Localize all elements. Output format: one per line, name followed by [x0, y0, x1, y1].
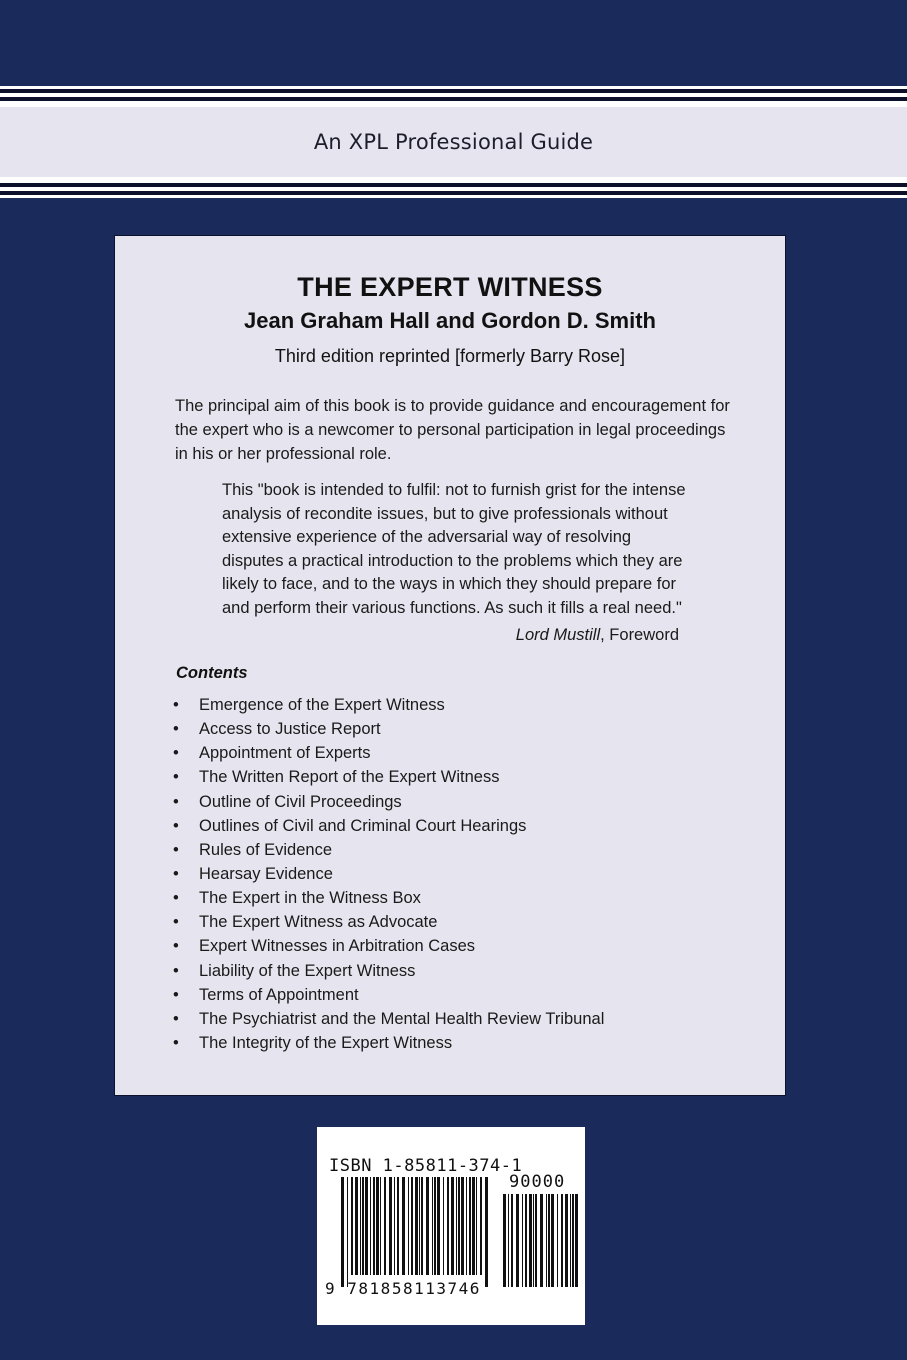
- bullet-icon: •: [173, 792, 179, 811]
- ean-digits: [325, 1279, 481, 1298]
- contents-item: Hearsay Evidence: [199, 864, 333, 883]
- contents-item: The Integrity of the Expert Witness: [199, 1033, 453, 1052]
- barcode-bar: [362, 1177, 364, 1275]
- barcode-bar: [469, 1177, 471, 1275]
- barcode-bar: [419, 1177, 420, 1275]
- ean-digit-group: 781858: [347, 1279, 415, 1298]
- list-item: [173, 886, 604, 910]
- contents-item: Outline of Civil Proceedings: [199, 792, 402, 811]
- bullet-icon: •: [173, 961, 179, 980]
- barcode-bar: [516, 1194, 519, 1287]
- description-panel: [114, 235, 786, 1096]
- bullet-icon: •: [173, 816, 179, 835]
- barcode-bar: [565, 1194, 568, 1287]
- contents-item: Access to Justice Report: [199, 720, 381, 739]
- barcode-bar: [570, 1194, 571, 1287]
- barcode-bar: [480, 1177, 482, 1275]
- list-item: [173, 910, 604, 934]
- book-authors: Jean Graham Hall and Gordon D. Smith: [244, 308, 656, 333]
- barcode-bar: [434, 1177, 436, 1275]
- contents-item: Terms of Appointment: [199, 985, 359, 1004]
- contents-list: [173, 693, 604, 1055]
- barcode-bar: [426, 1177, 429, 1275]
- quote-attribution: [516, 626, 679, 645]
- bullet-icon: •: [173, 1009, 179, 1028]
- barcode-bar: [389, 1177, 392, 1275]
- barcode-bar: [522, 1194, 523, 1287]
- barcode-bar: [380, 1177, 381, 1275]
- ean-digit-group: 113746: [414, 1279, 481, 1298]
- list-item: [173, 814, 604, 838]
- barcode-bar: [341, 1177, 344, 1287]
- list-item: [173, 717, 604, 741]
- isbn-number: ISBN 1-85811-374-1: [329, 1156, 523, 1176]
- bullet-icon: •: [173, 768, 179, 787]
- series-banner: [0, 107, 907, 177]
- intro-paragraph: The principal aim of this book is to provide guidance and encouragement for the expert who is a newcomer to personal participation in legal proceedings in his or her professional role.: [175, 397, 730, 463]
- barcode-bar: [461, 1177, 464, 1275]
- barcode-bar: [443, 1177, 444, 1275]
- quote-author: Lord Mustill: [515, 626, 601, 644]
- contents-item: Emergence of the Expert Witness: [199, 696, 445, 714]
- barcode-bar: [415, 1177, 418, 1275]
- list-item: [173, 693, 604, 717]
- barcode-bar: [533, 1194, 534, 1287]
- barcode-bar: [472, 1177, 475, 1275]
- list-item: [173, 1007, 604, 1031]
- barcode-bar: [508, 1194, 509, 1287]
- barcode-bar: [551, 1194, 554, 1287]
- list-item: [173, 959, 604, 983]
- book-edition: Third edition reprinted [formerly Barry Rose]: [274, 346, 626, 366]
- barcode-bar: [402, 1177, 405, 1275]
- list-item: [173, 790, 604, 814]
- barcode-bar: [373, 1177, 375, 1275]
- barcode-bar: [458, 1177, 460, 1275]
- barcode-bar: [456, 1177, 457, 1275]
- barcode-bar: [451, 1177, 454, 1275]
- quote-source: , Foreword: [600, 626, 679, 644]
- barcode-bar: [347, 1177, 348, 1287]
- bullet-icon: •: [173, 913, 179, 932]
- bullet-icon: •: [173, 744, 179, 763]
- ean-digit-group: 9: [325, 1279, 337, 1298]
- contents-heading: Contents: [176, 664, 248, 682]
- addon-bars: [503, 1194, 578, 1287]
- barcode-bar: [411, 1177, 413, 1275]
- contents-item: The Expert Witness as Advocate: [199, 913, 438, 932]
- bullet-icon: •: [173, 696, 179, 714]
- barcode-bar: [525, 1194, 527, 1287]
- list-item: [173, 741, 604, 765]
- list-item: [173, 765, 604, 789]
- bullet-icon: •: [173, 1033, 179, 1052]
- barcode-bar: [557, 1194, 558, 1287]
- barcode-bar: [466, 1177, 467, 1275]
- barcode-bar: [575, 1194, 578, 1287]
- bullet-icon: •: [173, 864, 179, 883]
- contents-item: The Written Report of the Expert Witness: [199, 768, 500, 787]
- barcode-bar: [384, 1177, 386, 1275]
- list-item: [173, 934, 604, 958]
- bullet-icon: •: [173, 720, 179, 739]
- bullet-icon: •: [173, 889, 179, 908]
- barcode-bar: [421, 1177, 423, 1275]
- barcode-bar: [370, 1177, 371, 1275]
- ean-bars: [341, 1177, 488, 1287]
- barcode-bar: [511, 1194, 513, 1287]
- list-item: [173, 1031, 604, 1055]
- list-item: [173, 862, 604, 886]
- barcode-bar: [572, 1194, 574, 1287]
- barcode-bar: [355, 1177, 358, 1275]
- barcode-bar: [476, 1177, 477, 1275]
- barcode-bar: [485, 1177, 488, 1287]
- barcode-bar: [397, 1177, 399, 1275]
- barcode-bar: [394, 1177, 395, 1275]
- bullet-icon: •: [173, 840, 179, 859]
- price-code: 90000: [509, 1172, 566, 1192]
- list-item: [173, 838, 604, 862]
- contents-item: The Expert in the Witness Box: [199, 889, 421, 908]
- contents-item: The Psychiatrist and the Mental Health Review Tribunal: [199, 1009, 605, 1028]
- foreword-quote: This "book is intended to fulfil: not to furnish grist for the intense analysis of recondite issues, but to give professionals without extensive experience of the adversarial way of resolving disputes a practical introduction to the problems which they are likely to face, and to the ways in which they should prepare for and perform their various functions. As such it fills a real need.": [222, 481, 686, 617]
- barcode-bar: [548, 1194, 550, 1287]
- series-band: [0, 86, 907, 198]
- barcode-bar: [376, 1177, 379, 1275]
- barcode-bar: [447, 1177, 449, 1275]
- barcode-bar: [365, 1177, 368, 1275]
- barcode-bar: [351, 1177, 353, 1275]
- contents-item: Outlines of Civil and Criminal Court Hearings: [199, 816, 527, 835]
- list-item: [173, 983, 604, 1007]
- band-stripe: [0, 195, 907, 198]
- contents-item: Rules of Evidence: [199, 840, 332, 859]
- series-title: An XPL Professional Guide: [313, 130, 594, 154]
- bullet-icon: •: [173, 937, 179, 956]
- barcode-bar: [437, 1177, 440, 1275]
- barcode-bar: [529, 1194, 532, 1287]
- barcode-bar: [408, 1177, 409, 1275]
- barcode-bar: [432, 1177, 433, 1275]
- contents-item: Liability of the Expert Witness: [199, 961, 416, 980]
- bullet-icon: •: [173, 985, 179, 1004]
- contents-item: Expert Witnesses in Arbitration Cases: [199, 937, 476, 956]
- contents-item: Appointment of Experts: [199, 744, 371, 763]
- barcode-bar: [535, 1194, 537, 1287]
- barcode-bar: [360, 1177, 361, 1275]
- barcode-bar: [503, 1194, 506, 1287]
- barcode-bar: [561, 1194, 563, 1287]
- book-title: THE EXPERT WITNESS: [297, 272, 603, 302]
- barcode-bar: [546, 1194, 547, 1287]
- barcode-bar: [540, 1194, 543, 1287]
- isbn-barcode: [317, 1127, 585, 1325]
